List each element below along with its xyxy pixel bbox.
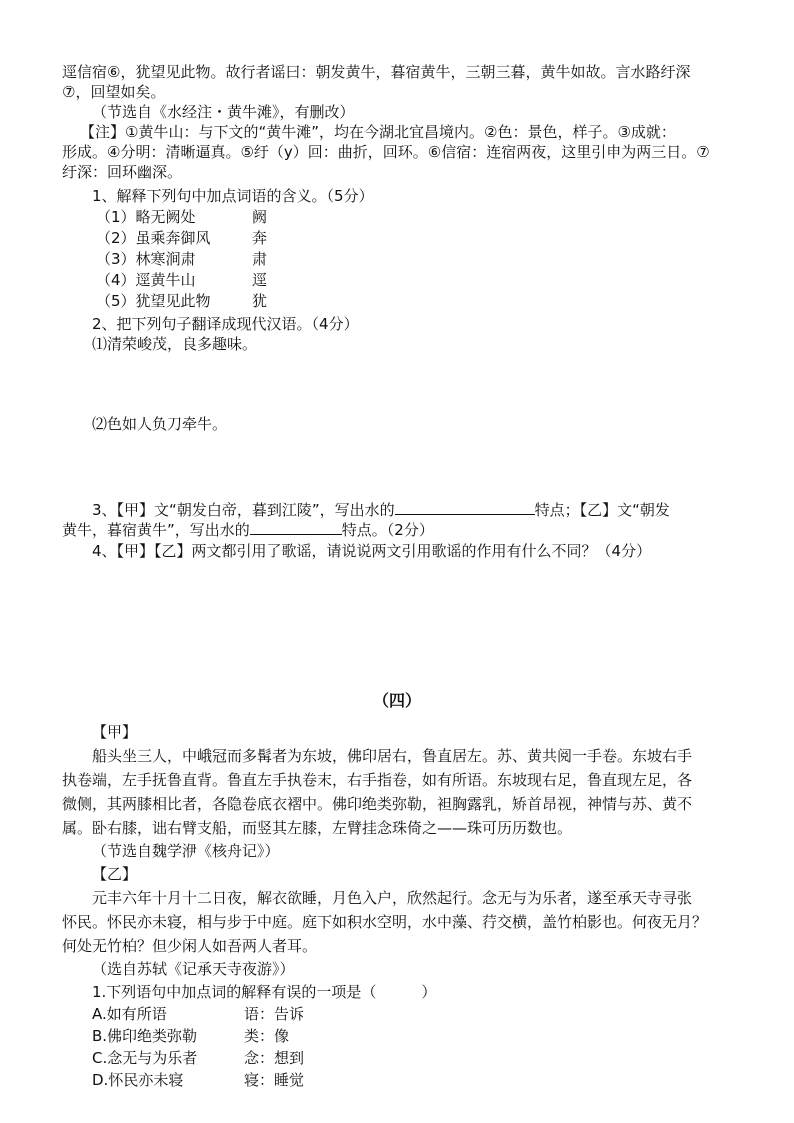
q1-item-text: （4）逕黄牛山: [96, 271, 196, 289]
passage-line: 怀民。怀民亦未寝，相与步于中庭。庭下如积水空明，水中藻、荇交横，盖竹柏影也。何夜无月？: [62, 913, 708, 931]
annotation-line: 形成。④分明：清晰逼真。⑤纡（y）回：曲折，回环。⑥信宿：连宿两夜，这里引申为两三日。⑦: [62, 143, 710, 161]
question-2-stem: 2、把下列句子翻译成现代汉语。（4分）: [92, 315, 359, 333]
q3-answer-blank-2[interactable]: [250, 520, 342, 535]
q2-sentence-2: ⑵色如人负刀牵牛。: [92, 415, 228, 433]
option-text: B.佛印绝类弥勒: [92, 1027, 198, 1045]
option-text: A.如有所语: [92, 1005, 167, 1023]
passage-line: 逕信宿⑥，犹望见此物。故行者谣曰：朝发黄牛，暮宿黄牛，三朝三暮，黄牛如故。言水路纡深: [62, 63, 691, 81]
question-1-stem: 1.下列语句中加点词的解释有误的一项是（ ）: [92, 983, 437, 1001]
passage-line: 船头坐三人，中峨冠而多髯者为东坡，佛印居右，鲁直居左。苏、黄共阅一手卷。东坡右手: [92, 747, 693, 765]
option-explanation: 念：想到: [244, 1049, 305, 1067]
passage-line: ⑦，回望如矣。: [62, 83, 166, 101]
q3-text-a: 3、【甲】文“朝发白帝，暮到江陵”，写出水的: [92, 501, 395, 519]
q3-text-d: 特点。（2分）: [341, 521, 434, 539]
question-4-stem: 4、【甲】【乙】两文都引用了歌谣，请说说两文引用歌谣的作用有什么不同？（4分）: [92, 542, 652, 560]
q3-text-b: 特点；【乙】文“朝发: [534, 501, 670, 519]
q2-sentence-1: ⑴清荣峻茂，良多趣味。: [92, 335, 258, 353]
option-text: D.怀民亦未寝: [92, 1071, 184, 1089]
annotation-line: 纡深：回环幽深。: [62, 163, 183, 181]
q1-item-word: 逕: [252, 271, 268, 289]
passage-line: 属。卧右膝，诎右臂支船，而竖其左膝，左臂挂念珠倚之——珠可历历数也。: [62, 819, 573, 837]
passage-jia-label: 【甲】: [92, 723, 138, 741]
option-explanation: 寝：睡觉: [244, 1071, 305, 1089]
q1-item-text: （1）略无阙处: [96, 208, 196, 226]
q1-item-word: 肃: [252, 250, 268, 268]
option-text: C.念无与为乐者: [92, 1049, 198, 1067]
q1-item-word: 犹: [252, 292, 268, 310]
passage-source: （节选自《水经注・黄牛滩》，有删改）: [92, 103, 355, 121]
annotation-line: 【注】①黄牛山：与下文的“黄牛滩”，均在今湖北宜昌境内。②色：景色，样子。③成就：: [80, 123, 676, 141]
passage-line: 微侧，其两膝相比者，各隐卷底衣褶中。佛印绝类弥勒，袒胸露乳，矫首昂视，神情与苏、黄不: [62, 795, 693, 813]
passage-source: （选自苏轼《记承天寺夜游》）: [92, 960, 295, 978]
question-1-stem: 1、解释下列句中加点词语的含义。（5分）: [92, 187, 374, 205]
question-3-line: [62, 520, 434, 540]
q1-item-word: 奔: [252, 229, 268, 247]
passage-source: （节选自魏学洢《核舟记》）: [92, 842, 280, 860]
q3-text-c: 黄牛，暮宿黄牛”，写出水的: [62, 521, 250, 539]
question-3-line: [92, 500, 670, 520]
passage-line: 何处无竹柏？但少闲人如吾两人者耳。: [62, 937, 318, 955]
passage-line: 执卷端，左手抚鲁直背。鲁直左手执卷末，右手指卷，如有所语。东坡现右足，鲁直现左足，各: [62, 771, 693, 789]
q1-item-text: （5）犹望见此物: [96, 292, 211, 310]
option-explanation: 语：告诉: [244, 1005, 305, 1023]
section-title: （四）: [372, 691, 421, 710]
q1-item-text: （3）林寒涧肃: [96, 250, 196, 268]
option-explanation: 类：像: [244, 1027, 290, 1045]
q1-item-word: 阙: [252, 208, 268, 226]
q3-answer-blank-1[interactable]: [395, 500, 535, 515]
q1-item-text: （2）虽乘奔御风: [96, 229, 211, 247]
passage-yi-label: 【乙】: [92, 865, 138, 883]
passage-line: 元丰六年十月十二日夜，解衣欲睡，月色入户，欣然起行。念无与为乐者，遂至承天寺寻张: [92, 889, 693, 907]
